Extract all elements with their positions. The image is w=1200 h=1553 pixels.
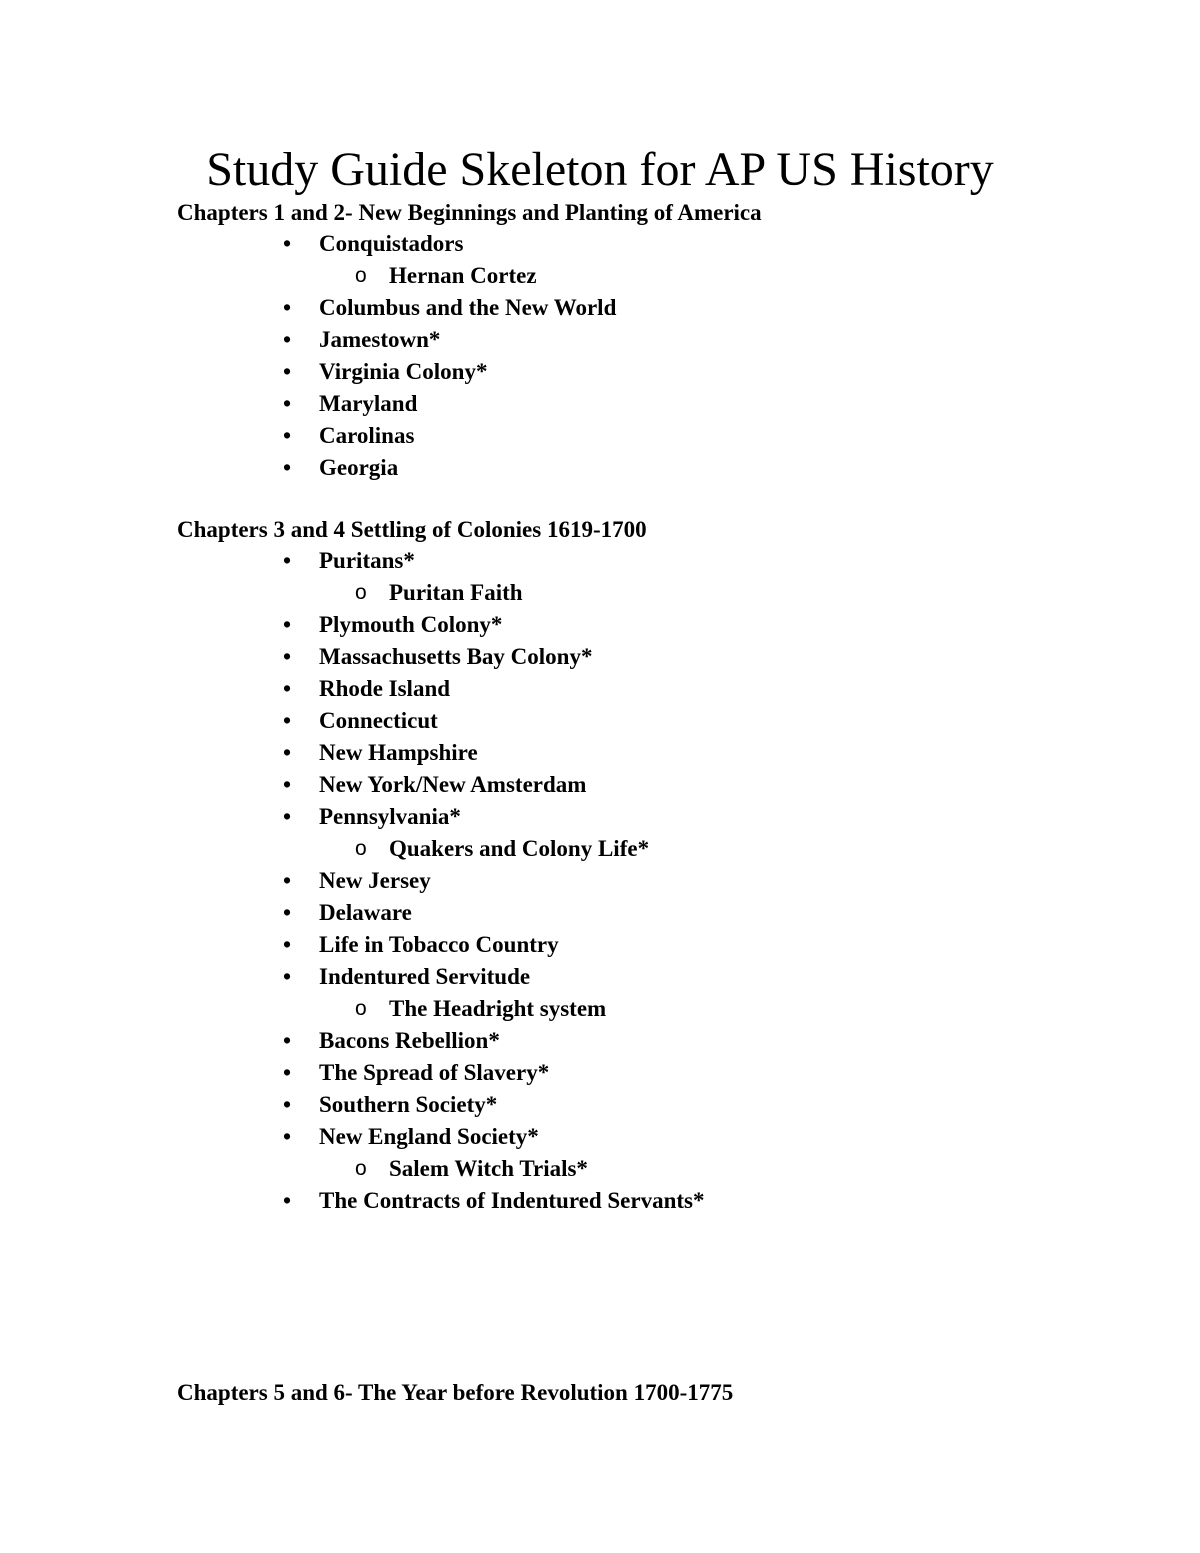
topic-item (177, 324, 1077, 356)
topic-label: New York/New Amsterdam (319, 772, 587, 797)
subtopic-label: Salem Witch Trials* (389, 1156, 588, 1181)
bullet-icon: • (283, 740, 292, 765)
document-title: Study Guide Skeleton for AP US History (206, 143, 994, 196)
topic-label: Connecticut (319, 708, 438, 733)
bullet-icon: • (283, 708, 292, 733)
topic-item (177, 356, 1077, 388)
topic-label: Maryland (319, 391, 418, 416)
topic-item (177, 609, 1077, 641)
chapter-heading: Chapters 1 and 2- New Beginnings and Planting of America (177, 200, 762, 225)
topic-item (177, 1089, 1077, 1121)
topic-item (177, 865, 1077, 897)
topic-label: Plymouth Colony* (319, 612, 503, 637)
subtopic-item (177, 260, 1077, 292)
topic-label: Puritans* (319, 548, 415, 573)
topic-label: Pennsylvania* (319, 804, 461, 829)
topic-label: Southern Society* (319, 1092, 498, 1117)
bullet-icon: • (283, 676, 292, 701)
bullet-icon: • (283, 1028, 292, 1053)
topic-item (177, 961, 1077, 993)
topic-item (177, 545, 1077, 577)
topic-label: New Jersey (319, 868, 431, 893)
topic-label: Carolinas (319, 423, 415, 448)
topic-item (177, 1121, 1077, 1153)
topic-label: Columbus and the New World (319, 295, 617, 320)
subtopic-label: Quakers and Colony Life* (389, 836, 650, 861)
chapter-heading: Chapters 3 and 4 Settling of Colonies 1619-1700 (177, 517, 647, 542)
hollow-bullet-icon: o (355, 581, 367, 604)
bullet-icon: • (283, 644, 292, 669)
subtopic-label: Hernan Cortez (389, 263, 537, 288)
bullet-icon: • (283, 804, 292, 829)
bullet-icon: • (283, 548, 292, 573)
bullet-icon: • (283, 1124, 292, 1149)
topic-label: Delaware (319, 900, 412, 925)
topic-item (177, 452, 1077, 484)
topic-item (177, 705, 1077, 737)
bullet-icon: • (283, 932, 292, 957)
topic-label: Jamestown* (319, 327, 441, 352)
topic-item (177, 1025, 1077, 1057)
bullet-icon: • (283, 455, 292, 480)
subtopic-label: Puritan Faith (389, 580, 523, 605)
subtopic-item (177, 1153, 1077, 1185)
topic-item (177, 228, 1077, 260)
topic-label: Conquistadors (319, 231, 464, 256)
topic-label: New Hampshire (319, 740, 478, 765)
chapter-section-5-6 (177, 1378, 1077, 1408)
bullet-icon: • (283, 1060, 292, 1085)
bullet-icon: • (283, 900, 292, 925)
subtopic-item (177, 833, 1077, 865)
subtopic-item (177, 577, 1077, 609)
bullet-icon: • (283, 1188, 292, 1213)
chapter-heading: Chapters 5 and 6- The Year before Revolution 1700-1775 (177, 1380, 734, 1405)
bullet-icon: • (283, 231, 292, 256)
hollow-bullet-icon: o (355, 997, 367, 1020)
hollow-bullet-icon: o (355, 837, 367, 860)
topic-item (177, 897, 1077, 929)
chapter-section-3-4 (177, 515, 1077, 1217)
topic-list (177, 545, 1077, 1217)
topic-label: Bacons Rebellion* (319, 1028, 500, 1053)
bullet-icon: • (283, 1092, 292, 1117)
topic-label: New England Society* (319, 1124, 539, 1149)
subtopic-item (177, 993, 1077, 1025)
topic-label: The Contracts of Indentured Servants* (319, 1188, 705, 1213)
topic-label: Indentured Servitude (319, 964, 531, 989)
topic-item (177, 388, 1077, 420)
hollow-bullet-icon: o (355, 1157, 367, 1180)
topic-item (177, 673, 1077, 705)
topic-label: Rhode Island (319, 676, 451, 701)
bullet-icon: • (283, 391, 292, 416)
topic-label: Virginia Colony* (319, 359, 488, 384)
topic-item (177, 1057, 1077, 1089)
bullet-icon: • (283, 964, 292, 989)
bullet-icon: • (283, 327, 292, 352)
hollow-bullet-icon: o (355, 264, 367, 287)
bullet-icon: • (283, 612, 292, 637)
bullet-icon: • (283, 772, 292, 797)
bullet-icon: • (283, 359, 292, 384)
subtopic-label: The Headright system (389, 996, 607, 1021)
topic-item (177, 801, 1077, 833)
topic-item (177, 641, 1077, 673)
topic-label: Life in Tobacco Country (319, 932, 559, 957)
bullet-icon: • (283, 423, 292, 448)
topic-item (177, 420, 1077, 452)
topic-label: The Spread of Slavery* (319, 1060, 550, 1085)
topic-item (177, 737, 1077, 769)
topic-item (177, 1185, 1077, 1217)
topic-item (177, 292, 1077, 324)
topic-label: Georgia (319, 455, 399, 480)
bullet-icon: • (283, 868, 292, 893)
topic-list (177, 228, 1077, 484)
topic-item (177, 929, 1077, 961)
chapter-section-1-2 (177, 198, 1077, 484)
topic-item (177, 769, 1077, 801)
topic-label: Massachusetts Bay Colony* (319, 644, 593, 669)
bullet-icon: • (283, 295, 292, 320)
